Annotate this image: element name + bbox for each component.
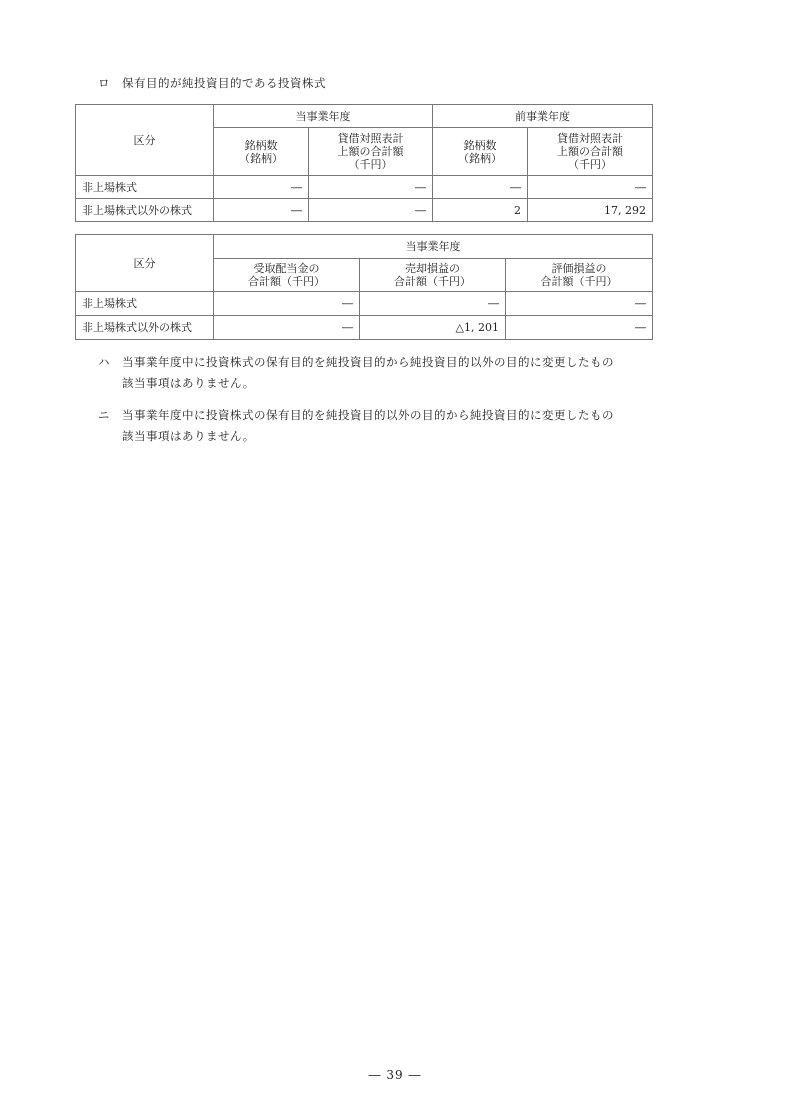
note-body: 該当事項はありません。	[122, 376, 255, 390]
cell-cur-amount: ―	[309, 199, 433, 222]
note-ni	[98, 405, 614, 447]
note-ha	[98, 352, 614, 394]
header-cur-amount: 貸借対照表計 上額の合計額 （千円）	[309, 128, 433, 176]
cell-dividend: ―	[214, 292, 360, 316]
note-mark: ニ	[98, 408, 110, 422]
table-row	[76, 292, 653, 316]
cell-cur-count: ―	[214, 199, 309, 222]
header-prev-amount: 貸借対照表計 上額の合計額 （千円）	[528, 128, 653, 176]
table-row	[76, 316, 653, 340]
header-prev-count: 銘柄数 （銘柄）	[433, 128, 528, 176]
cell-dividend: ―	[214, 316, 360, 340]
header-kubun: 区分	[76, 105, 214, 176]
table-row	[76, 176, 653, 199]
note-text: 当事業年度中に投資株式の保有目的を純投資目的から純投資目的以外の目的に変更したもの	[122, 355, 614, 369]
cell-sale: △1, 201	[360, 316, 506, 340]
cell-prev-count: 2	[433, 199, 528, 222]
cell-cur-count: ―	[214, 176, 309, 199]
header-cur-count: 銘柄数 （銘柄）	[214, 128, 309, 176]
table-row	[76, 199, 653, 222]
cell-valuation: ―	[506, 292, 653, 316]
cell-prev-amount: ―	[528, 176, 653, 199]
note-body: 該当事項はありません。	[122, 429, 255, 443]
row-label: 非上場株式以外の株式	[76, 316, 214, 340]
pure-investment-holdings-table	[75, 104, 653, 222]
cell-prev-amount: 17, 292	[528, 199, 653, 222]
header-current-year: 当事業年度	[214, 235, 653, 259]
header-kubun: 区分	[76, 235, 214, 292]
note-mark: ハ	[98, 355, 110, 369]
page-number: ― 39 ―	[368, 1068, 422, 1082]
row-label: 非上場株式	[76, 176, 214, 199]
note-text: 当事業年度中に投資株式の保有目的を純投資目的以外の目的から純投資目的に変更したもの	[122, 408, 614, 422]
header-current-year: 当事業年度	[214, 105, 433, 128]
cell-valuation: ―	[506, 316, 653, 340]
header-previous-year: 前事業年度	[433, 105, 653, 128]
section-title: 保有目的が純投資目的である投資株式	[122, 76, 326, 90]
section-mark: ロ	[98, 76, 110, 90]
header-sale: 売却損益の 合計額（千円）	[360, 259, 506, 292]
cell-prev-count: ―	[433, 176, 528, 199]
gains-losses-table	[75, 234, 653, 340]
section-heading	[98, 75, 326, 91]
row-label: 非上場株式以外の株式	[76, 199, 214, 222]
row-label: 非上場株式	[76, 292, 214, 316]
cell-cur-amount: ―	[309, 176, 433, 199]
header-valuation: 評価損益の 合計額（千円）	[506, 259, 653, 292]
header-dividend: 受取配当金の 合計額（千円）	[214, 259, 360, 292]
cell-sale: ―	[360, 292, 506, 316]
